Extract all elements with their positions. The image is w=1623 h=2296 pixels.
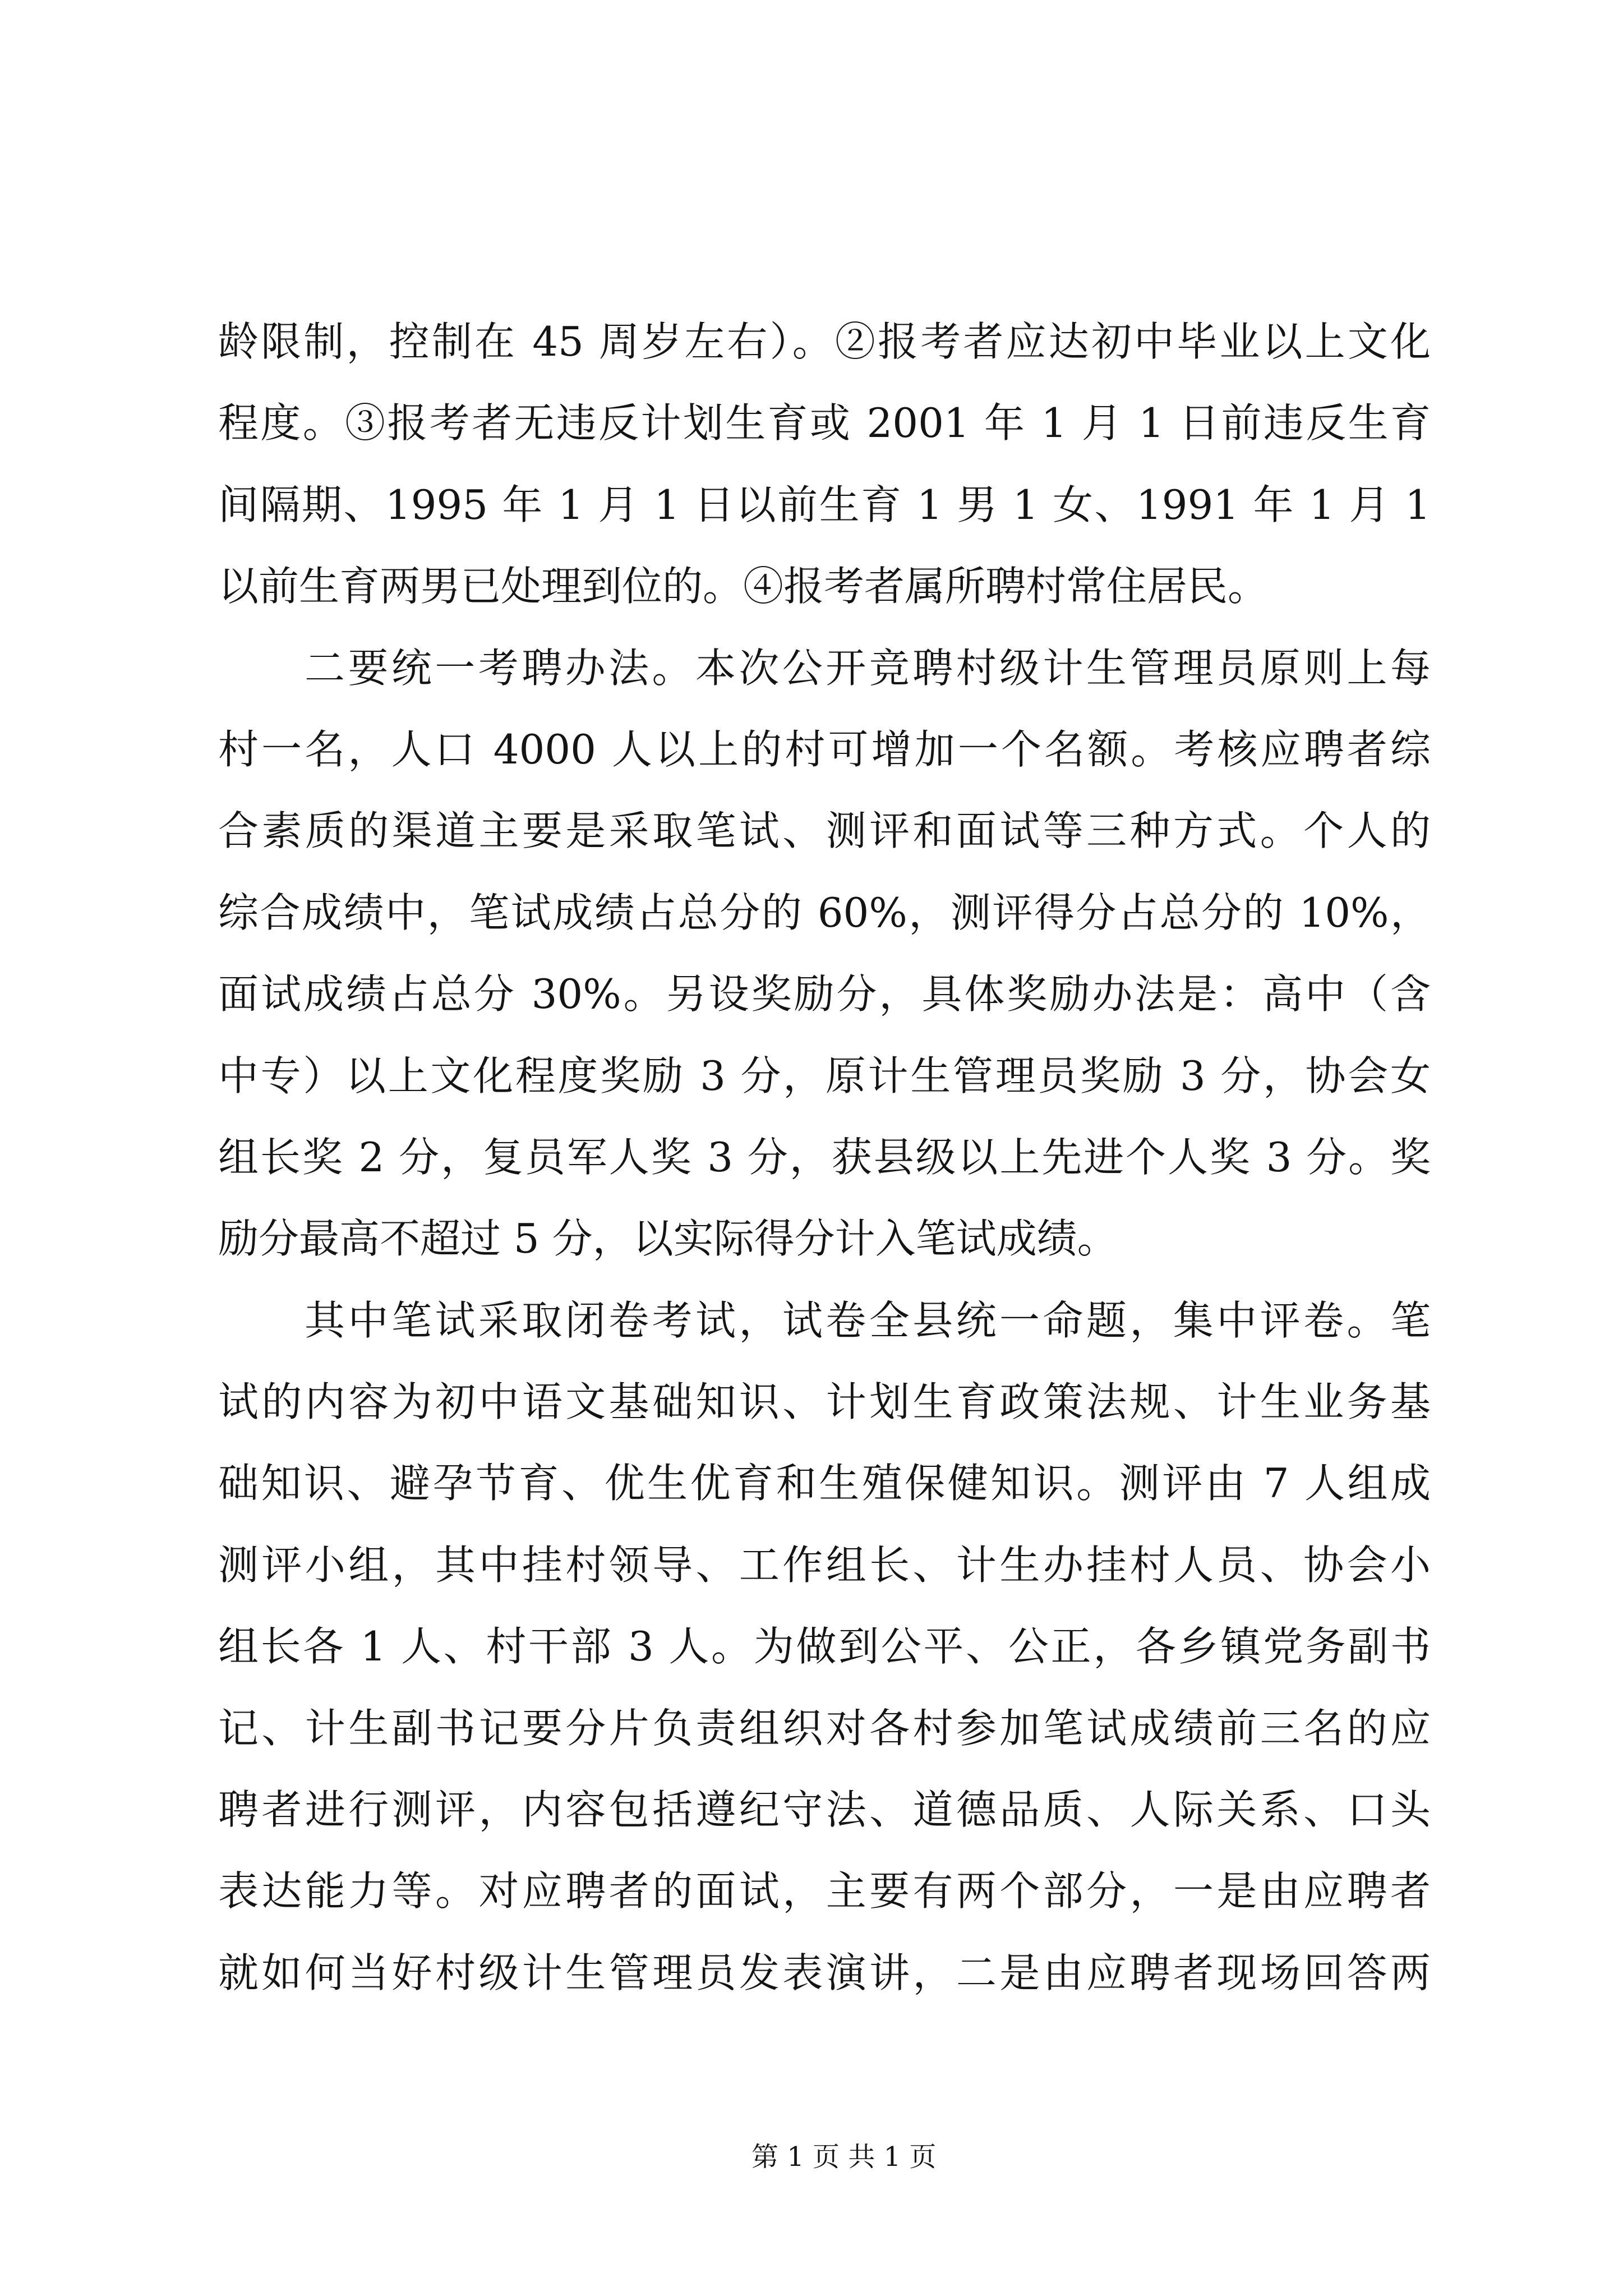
paragraph-line: 合素质的渠道主要是采取笔试、测评和面试等三种方式。个人的 — [218, 807, 1431, 855]
paragraph-line: 聘者进行测评，内容包括遵纪守法、道德品质、人际关系、口头 — [218, 1786, 1431, 1834]
paragraph-line: 组长奖 2 分，复员军人奖 3 分，获县级以上先进个人奖 3 分。奖 — [218, 1133, 1431, 1181]
paragraph-line: 励分最高不超过 5 分，以实际得分计入笔试成绩。 — [218, 1215, 1118, 1263]
paragraph-line: 龄限制，控制在 45 周岁左右）。②报考者应达初中毕业以上文化 — [218, 318, 1431, 365]
paragraph-line: 其中笔试采取闭卷考试，试卷全县统一命题，集中评卷。笔 — [305, 1296, 1431, 1344]
paragraph-line: 础知识、避孕节育、优生优育和生殖保健知识。测评由 7 人组成 — [218, 1460, 1431, 1507]
paragraph-line: 二要统一考聘办法。本次公开竞聘村级计生管理员原则上每 — [305, 644, 1431, 692]
paragraph-line: 综合成绩中，笔试成绩占总分的 60%，测评得分占总分的 10%， — [218, 889, 1431, 936]
paragraph-line: 测评小组，其中挂村领导、工作组长、计生办挂村人员、协会小 — [218, 1541, 1431, 1589]
paragraph-line: 面试成绩占总分 30%。另设奖励分，具体奖励办法是：高中（含 — [218, 970, 1431, 1018]
page-footer: 第 1 页 共 1 页 — [751, 2141, 937, 2173]
paragraph-line: 就如何当好村级计生管理员发表演讲，二是由应聘者现场回答两 — [218, 1949, 1431, 1996]
paragraph-line: 中专）以上文化程度奖励 3 分，原计生管理员奖励 3 分，协会女 — [218, 1052, 1431, 1099]
paragraph-line: 组长各 1 人、村干部 3 人。为做到公平、公正，各乡镇党务副书 — [218, 1623, 1431, 1671]
paragraph-line: 间隔期、1995 年 1 月 1 日以前生育 1 男 1 女、1991 年 1 月 1 — [218, 481, 1431, 528]
paragraph-line: 程度。③报考者无违反计划生育或 2001 年 1 月 1 日前违反生育 — [218, 399, 1431, 447]
paragraph-1 — [218, 301, 1431, 628]
paragraph-line: 试的内容为初中语文基础知识、计划生育政策法规、计生业务基 — [218, 1378, 1431, 1426]
paragraph-line: 村一名，人口 4000 人以上的村可增加一个名额。考核应聘者综 — [218, 725, 1431, 773]
paragraph-line: 以前生育两男已处理到位的。④报考者属所聘村常住居民。 — [218, 563, 1269, 610]
document-body — [218, 301, 1431, 2014]
paragraph-line: 表达能力等。对应聘者的面试，主要有两个部分，一是由应聘者 — [218, 1867, 1431, 1915]
paragraph-line: 记、计生副书记要分片负责组织对各村参加笔试成绩前三名的应 — [218, 1704, 1431, 1752]
paragraph-2 — [218, 628, 1431, 1280]
paragraph-3 — [218, 1280, 1431, 2014]
